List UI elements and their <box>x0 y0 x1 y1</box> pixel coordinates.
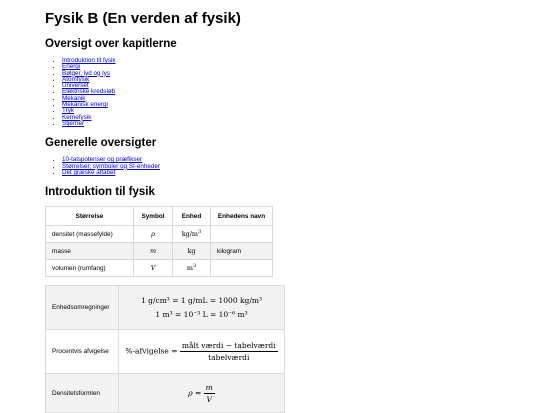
column-header: Enhedens navn <box>211 207 273 226</box>
table-row <box>46 330 285 374</box>
column-header: Størrelse <box>46 207 134 226</box>
formula-lhs: %-afvigelse = <box>125 346 178 356</box>
chapter-link[interactable]: Tryk <box>62 107 75 115</box>
list-item <box>62 170 495 176</box>
chapter-link[interactable]: Atomfysik <box>62 75 90 83</box>
chapter-link[interactable]: Mekanisk energi <box>62 101 108 109</box>
fraction <box>180 341 278 362</box>
fraction-denominator: V <box>206 394 212 404</box>
intro-heading: Introduktion til fysik <box>45 186 155 199</box>
chapter-link[interactable]: Universet <box>62 82 89 90</box>
unit-cell <box>173 260 211 277</box>
unit-cell <box>173 243 211 260</box>
chapter-link[interactable]: Bølger, lyd og lys <box>62 69 110 77</box>
formula-label: Densitetsformlen <box>46 374 119 413</box>
chapter-link[interactable]: Mekanik <box>62 94 86 102</box>
unit-base: kg/m <box>181 230 198 239</box>
table-cell <box>211 260 273 277</box>
overview-link[interactable]: Det græske alfabet <box>62 168 116 176</box>
chapter-link[interactable]: Energi <box>62 63 81 71</box>
fraction-numerator: målt værdi − tabelværdi <box>181 341 276 351</box>
conversion-line: 1 g/cm³ = 1 g/mL = 1000 kg/m³ <box>141 296 262 306</box>
unit-exponent: 3 <box>192 263 197 270</box>
unit-exponent: 3 <box>198 229 202 236</box>
formulas-table <box>45 285 285 413</box>
chapters-list <box>45 58 495 127</box>
fraction-denominator: tabelværdi <box>208 353 250 363</box>
unit-cell <box>173 226 211 243</box>
formula-label: Enhedsomregninger <box>46 286 119 330</box>
chapter-link[interactable]: Introduktion til fysik <box>62 57 116 64</box>
symbol-cell: ρ <box>134 226 173 243</box>
chapter-link[interactable]: Kernefysik <box>62 113 92 121</box>
table-row <box>46 243 273 260</box>
formula-cell <box>119 330 285 374</box>
chapter-link[interactable]: Elektriske kredsløb <box>62 88 116 96</box>
column-header: Symbol <box>134 207 173 226</box>
unit-base: m <box>186 264 193 273</box>
chapters-heading: Oversigt over kapitlerne <box>45 38 177 50</box>
symbol-cell: m <box>134 243 173 260</box>
formula-cell <box>119 374 285 413</box>
list-item <box>62 121 495 127</box>
table-row <box>46 260 273 277</box>
formula-label: Procentvis afvigelse <box>46 330 119 374</box>
overview-link[interactable]: 10-talspotenser og præfikser <box>62 156 143 164</box>
fraction-numerator: m <box>205 382 213 392</box>
overview-link[interactable]: Størrelser, symboler og SI-enheder <box>62 162 160 170</box>
chapter-link[interactable]: Stjerner <box>62 119 85 127</box>
table-cell <box>211 226 273 243</box>
general-list <box>45 157 495 176</box>
conversion-line: 1 m³ = 10⁻³ L = 10⁻⁶ m³ <box>155 310 248 320</box>
table-row <box>46 226 273 243</box>
fraction <box>204 383 215 404</box>
table-row <box>46 374 285 413</box>
table-cell: volumen (rumfang) <box>46 260 134 277</box>
table-cell: masse <box>46 243 134 260</box>
symbol-cell: V <box>134 260 173 277</box>
table-row <box>46 286 285 330</box>
column-header: Enhed <box>173 207 211 226</box>
unit-base: kg <box>187 247 196 256</box>
units-table <box>45 206 273 277</box>
table-header-row <box>46 207 273 226</box>
formula-cell <box>119 286 285 330</box>
formula-lhs: ρ = <box>188 388 202 398</box>
page-title: Fysik B (En verden af fysik) <box>45 10 241 27</box>
table-cell: kilogram <box>211 243 273 260</box>
general-heading: Generelle oversigter <box>45 137 157 150</box>
table-cell: densitet (massefylde) <box>46 226 134 243</box>
